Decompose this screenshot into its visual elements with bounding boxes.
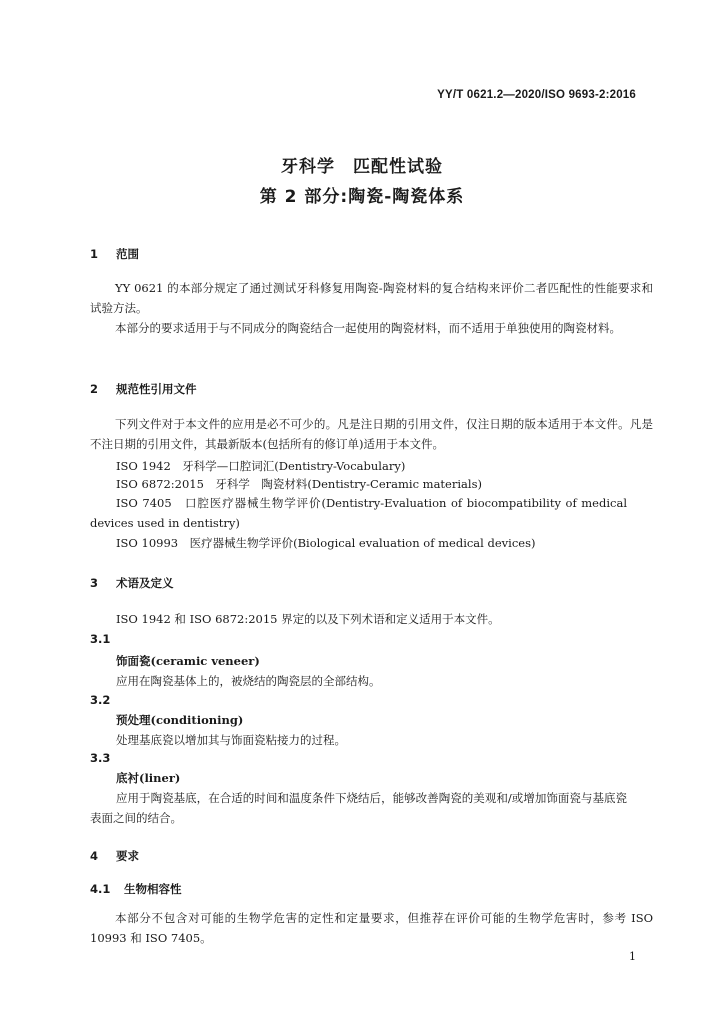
term-definition: 处理基底瓷以增加其与饰面瓷粘接力的过程。	[116, 733, 346, 747]
term-definition: 应用在陶瓷基体上的，被烧结的陶瓷层的全部结构。	[116, 674, 381, 688]
section-1-paragraph-1: YY 0621 的本部分规定了通过测试牙科修复用陶瓷-陶瓷材料的复合结构来评价二者匹配性的性能要求和试验方法。	[90, 281, 653, 315]
section-number: 4	[90, 849, 99, 863]
section-4-heading	[90, 848, 139, 864]
section-title: 术语及定义	[116, 576, 174, 590]
term-name: 饰面瓷(ceramic veneer)	[116, 654, 260, 668]
term-number: 3.1	[90, 632, 111, 646]
section-3-paragraph-1: ISO 1942 和 ISO 6872:2015 界定的以及下列术语和定义适用于本文件。	[116, 612, 500, 626]
section-title: 规范性引用文件	[116, 382, 197, 396]
section-number: 3	[90, 576, 99, 590]
subsection-4-1-heading	[90, 881, 182, 897]
term-number: 3.2	[90, 693, 111, 707]
subsection-number: 4.1	[90, 882, 111, 896]
reference-item: ISO 1942 牙科学—口腔词汇(Dentistry-Vocabulary)	[116, 459, 406, 473]
section-number: 2	[90, 382, 99, 396]
page-number: 1	[629, 950, 636, 963]
term-name: 预处理(conditioning)	[116, 713, 244, 727]
section-4-1-paragraph-1: 本部分不包含对可能的生物学危害的定性和定量要求，但推荐在评价可能的生物学危害时，参考 ISO 10993 和 ISO 7405。	[90, 911, 653, 945]
reference-item: ISO 6872:2015 牙科学 陶瓷材料(Dentistry-Ceramic materials)	[116, 477, 482, 491]
term-name: 底衬(liner)	[116, 771, 181, 785]
term-definition: 应用于陶瓷基底，在合适的时间和温度条件下烧结后，能够改善陶瓷的美观和/或增加饰面瓷与基底瓷表面之间的结合。	[90, 791, 627, 825]
section-2-heading	[90, 381, 197, 397]
section-title: 范围	[116, 247, 140, 261]
section-2-paragraph-1: 下列文件对于本文件的应用是必不可少的。凡是注日期的引用文件，仅注日期的版本适用于本文件。凡是不注日期的引用文件，其最新版本(包括所有的修订单)适用于本文件。	[90, 417, 653, 451]
section-number: 1	[90, 247, 99, 261]
reference-item: ISO 7405 口腔医疗器械生物学评价(Dentistry-Evaluation of biocompatibility of medical devices used in dentistry)	[90, 496, 627, 530]
section-3-heading	[90, 575, 174, 591]
term-number: 3.3	[90, 751, 111, 765]
doc-subtitle: 第 2 部分:陶瓷-陶瓷体系	[259, 187, 465, 207]
reference-item: ISO 10993 医疗器械生物学评价(Biological evaluation of medical devices)	[116, 536, 536, 550]
doc-title: 牙科学 匹配性试验	[281, 157, 443, 177]
section-1-paragraph-2: 本部分的要求适用于与不同成分的陶瓷结合一起使用的陶瓷材料，而不适用于单独使用的陶瓷材料。	[115, 321, 621, 335]
section-title: 要求	[116, 849, 140, 863]
subsection-title: 生物相容性	[124, 882, 182, 896]
standard-code: YY/T 0621.2—2020/ISO 9693-2:2016	[437, 89, 636, 101]
section-1-heading	[90, 246, 139, 262]
